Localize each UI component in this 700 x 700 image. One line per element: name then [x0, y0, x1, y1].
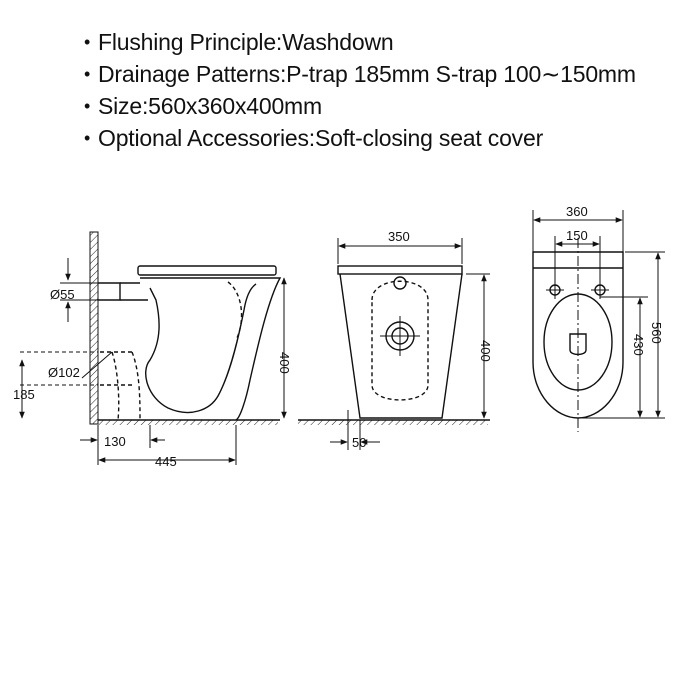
dim-bolt-spacing: 150	[566, 228, 588, 243]
dim-base-front: 50	[352, 435, 367, 450]
bullet-icon: •	[84, 128, 91, 148]
dim-wall-offset: 130	[104, 434, 126, 449]
dim-height-side: 400	[277, 352, 292, 374]
front-view	[298, 238, 490, 450]
bullet-icon: •	[84, 96, 91, 116]
bullet-icon: •	[84, 64, 91, 84]
inlet-hole-front	[394, 277, 406, 289]
spec-size-text: Size:560x360x400mm	[98, 93, 322, 119]
top-view	[533, 210, 665, 432]
dim-outlet-dia: Ø102	[48, 365, 80, 380]
dim-inlet-dia: Ø55	[50, 287, 75, 302]
inlet-pipe-ext	[120, 283, 148, 300]
side-view	[20, 232, 284, 465]
dim-height-front: 400	[478, 340, 493, 362]
spec-accessories-text: Optional Accessories:Soft-closing seat cover	[98, 125, 544, 151]
bullet-icon: •	[84, 32, 91, 52]
dim-bowl-length: 430	[631, 334, 646, 356]
bowl-trap-side	[146, 284, 256, 412]
seat-lid-side	[138, 266, 276, 275]
body-outline-front	[340, 274, 462, 418]
body-outline-side	[140, 278, 280, 420]
spec-drainage-text: Drainage Patterns:P-trap 185mm S-trap 100∼150mm	[98, 61, 636, 87]
floor-hatch-front	[298, 420, 488, 425]
seat-lid-front	[338, 266, 462, 274]
dim-width-front: 350	[388, 229, 410, 244]
floor-hatch-side	[98, 420, 278, 425]
wall-hatch	[90, 232, 98, 424]
dim-ptrap-height: 185	[13, 387, 35, 402]
spec-flushing-text: Flushing Principle:Washdown	[98, 29, 394, 55]
hidden-strap-line	[112, 352, 140, 420]
inlet-pipe	[98, 283, 120, 300]
dim-length-top: 560	[649, 322, 664, 344]
dim-width-top: 360	[566, 204, 588, 219]
dim-depth: 445	[155, 454, 177, 469]
